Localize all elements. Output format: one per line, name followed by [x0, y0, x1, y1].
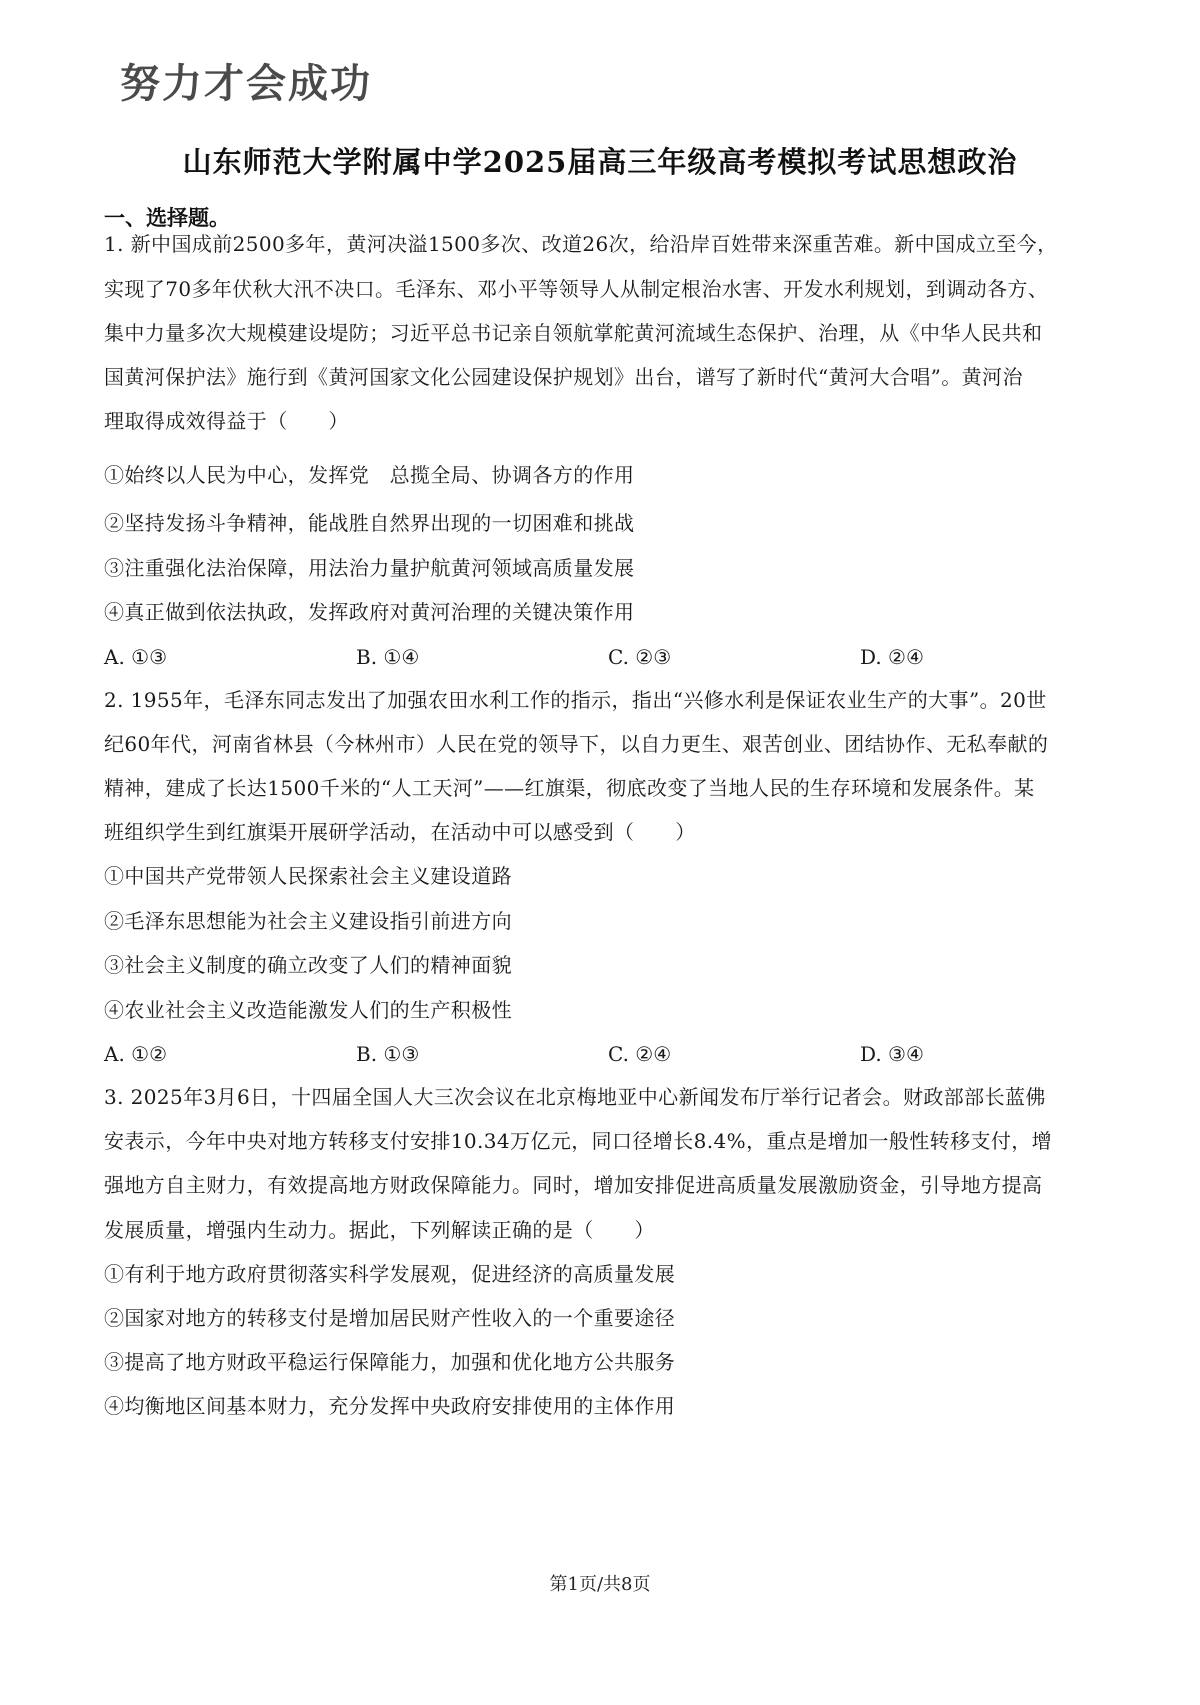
question-stem-line: 纪60年代，河南省林县（今林州市）人民在党的领导下，以自力更生、艰苦创业、团结协作、无私奉献的 [104, 732, 1049, 756]
option-statement: ③注重强化法治保障，用法治力量护航黄河领域高质量发展 [104, 556, 635, 580]
choice-a[interactable]: A. ①③ [104, 645, 168, 669]
choice-b[interactable]: B. ①④ [356, 645, 420, 669]
option-statement: ②毛泽东思想能为社会主义建设指引前进方向 [104, 909, 512, 933]
option-statement: ②坚持发扬斗争精神，能战胜自然界出现的一切困难和挑战 [104, 511, 635, 535]
question-stem-line: 理取得成效得益于（ ） [104, 409, 349, 433]
question-stem-line: 安表示，今年中央对地方转移支付安排10.34万亿元，同口径增长8.4%，重点是增加一般性转移支付，增 [104, 1129, 1053, 1153]
option-statement: ②国家对地方的转移支付是增加居民财产性收入的一个重要途径 [104, 1306, 676, 1330]
choice-c[interactable]: C. ②④ [608, 1042, 672, 1066]
question-stem-line: 精神，建成了长达1500千米的“人工天河”——红旗渠，彻底改变了当地人民的生存环境和发展条件。某 [104, 776, 1035, 800]
question-stem-line: 1. 新中国成前2500多年，黄河决溢1500多次、改道26次，给沿岸百姓带来深重苦难。新中国成立至今， [104, 232, 1058, 256]
question-stem-line: 实现了70多年伏秋大汛不决口。毛泽东、邓小平等领导人从制定根治水害、开发水利规划，到调动各方、 [104, 277, 1049, 301]
choice-d[interactable]: D. ③④ [860, 1042, 924, 1066]
question-stem-line: 班组织学生到红旗渠开展研学活动，在活动中可以感受到（ ） [104, 820, 696, 844]
question-stem-line: 2. 1955年，毛泽东同志发出了加强农田水利工作的指示，指出“兴修水利是保证农业生产的大事”。20世 [104, 688, 1047, 712]
option-statement: ④农业社会主义改造能激发人们的生产积极性 [104, 998, 512, 1022]
choice-d[interactable]: D. ②④ [860, 645, 924, 669]
choice-c[interactable]: C. ②③ [608, 645, 672, 669]
question-stem-line: 强地方自主财力，有效提高地方财政保障能力。同时，增加安排促进高质量发展激励资金，引导地方提高 [104, 1173, 1043, 1197]
section-heading: 一、选择题。 [104, 205, 230, 230]
answer-choices [104, 1042, 1004, 1068]
question-stem-line: 集中力量多次大规模建设堤防；习近平总书记亲自领航掌舵黄河流域生态保护、治理，从《中华人民共和 [104, 321, 1043, 345]
question-stem-line: 国黄河保护法》施行到《黄河国家文化公园建设保护规划》出台，谱写了新时代“黄河大合唱”。黄河治 [104, 365, 1023, 389]
watermark-logo-text: 努力才会成功 [120, 61, 372, 107]
question-stem-line: 发展质量，增强内生动力。据此，下列解读正确的是（ ） [104, 1218, 655, 1242]
document-title: 山东师范大学附属中学2025届高三年级高考模拟考试思想政治 [182, 145, 1018, 179]
option-statement: ④均衡地区间基本财力，充分发挥中央政府安排使用的主体作用 [104, 1394, 676, 1418]
option-statement: ③提高了地方财政平稳运行保障能力，加强和优化地方公共服务 [104, 1350, 676, 1374]
option-statement: ①始终以人民为中心，发挥党 总揽全局、协调各方的作用 [104, 463, 635, 487]
choice-b[interactable]: B. ①③ [356, 1042, 420, 1066]
option-statement: ③社会主义制度的确立改变了人们的精神面貌 [104, 953, 512, 977]
choice-a[interactable]: A. ①② [104, 1042, 168, 1066]
option-statement: ④真正做到依法执政，发挥政府对黄河治理的关键决策作用 [104, 600, 635, 624]
option-statement: ①有利于地方政府贯彻落实科学发展观，促进经济的高质量发展 [104, 1262, 676, 1286]
page-number: 第1页/共8页 [549, 1574, 651, 1595]
question-stem-line: 3. 2025年3月6日，十四届全国人大三次会议在北京梅地亚中心新闻发布厅举行记者会。财政部部长蓝佛 [104, 1085, 1046, 1109]
option-statement: ①中国共产党带领人民探索社会主义建设道路 [104, 864, 512, 888]
answer-choices [104, 645, 1004, 671]
